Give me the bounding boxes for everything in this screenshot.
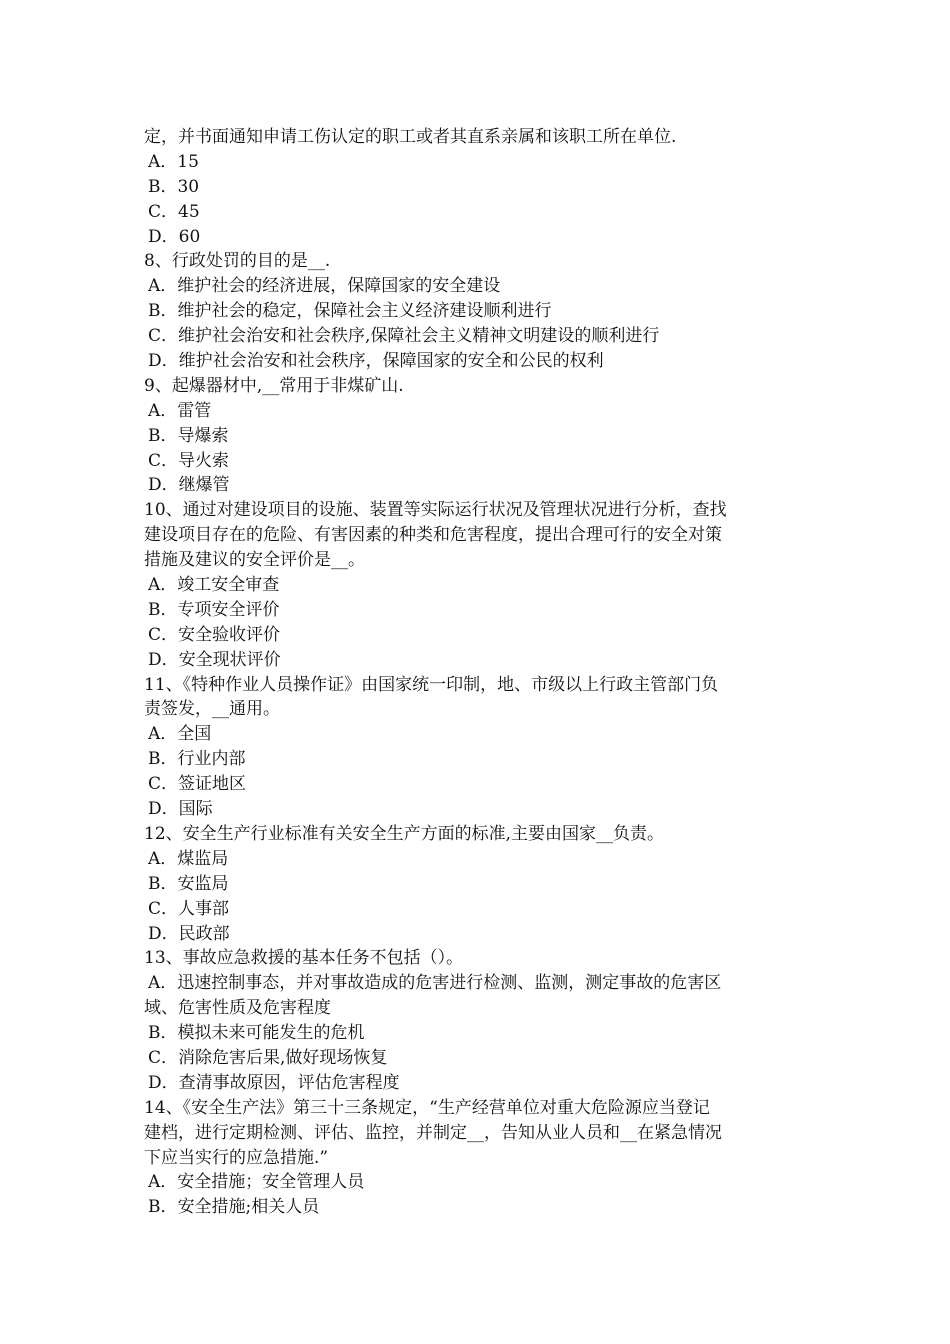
- option-line: B．导爆索: [148, 425, 229, 446]
- option-line: A．迅速控制事态，并对事故造成的危害进行检测、监测，测定事故的危害区: [148, 973, 722, 994]
- option-line: C．签证地区: [148, 774, 247, 795]
- option-line: C．消除危害后果,做好现场恢复: [148, 1047, 388, 1068]
- option-line: C．45: [148, 201, 200, 222]
- option-line: D．维护社会治安和社会秩序，保障国家的安全和公民的权利: [148, 351, 604, 372]
- question-line: 建设项目存在的危险、有害因素的种类和危害程度，提出合理可行的安全对策: [144, 525, 722, 546]
- option-line: A．15: [148, 151, 199, 172]
- option-line: B．专项安全评价: [148, 599, 280, 620]
- option-line: D．60: [148, 226, 201, 247]
- option-line: D．安全现状评价: [148, 649, 281, 670]
- question-line: 建档，进行定期检测、评估、监控，并制定__，告知从业人员和__在紧急情况: [144, 1122, 722, 1143]
- option-line: C．维护社会治安和社会秩序,保障社会主义精神文明建设的顺利进行: [148, 326, 660, 347]
- question-line: 措施及建议的安全评价是__。: [144, 550, 365, 571]
- option-continuation-line: 域、危害性质及危害程度: [144, 998, 331, 1019]
- option-line: B．模拟未来可能发生的危机: [148, 1023, 365, 1044]
- option-line: C．安全验收评价: [148, 624, 281, 645]
- option-line: B．维护社会的稳定，保障社会主义经济建设顺利进行: [148, 301, 552, 322]
- question-line: 12、安全生产行业标准有关安全生产方面的标准,主要由国家__负责。: [144, 823, 665, 844]
- question-line: 11、《特种作业人员操作证》由国家统一印制，地、市级以上行政主管部门负: [144, 674, 719, 695]
- question-line: 下应当实行的应急措施.”: [144, 1147, 329, 1168]
- option-line: D．民政部: [148, 923, 230, 944]
- option-line: B．安监局: [148, 873, 229, 894]
- option-line: D．继爆管: [148, 475, 230, 496]
- question-line: 9、起爆器材中,__常用于非煤矿山.: [144, 375, 404, 396]
- option-line: B．行业内部: [148, 749, 246, 770]
- option-line: A．全国: [148, 724, 212, 745]
- option-line: D．国际: [148, 799, 213, 820]
- option-line: B．30: [148, 176, 200, 197]
- option-line: A．维护社会的经济进展，保障国家的安全建设: [148, 276, 501, 297]
- option-line: A．安全措施；安全管理人员: [148, 1172, 365, 1193]
- text-line: 定，并书面通知申请工伤认定的职工或者其直系亲属和该职工所在单位.: [144, 127, 677, 147]
- document-body: [144, 125, 809, 1220]
- question-line: 10、通过对建设项目的设施、装置等实际运行状况及管理状况进行分析，查找: [144, 500, 727, 521]
- option-line: A．煤监局: [148, 848, 229, 869]
- question-line: 8、行政处罚的目的是__.: [144, 251, 331, 272]
- option-line: A．雷管: [148, 400, 212, 421]
- option-line: C．人事部: [148, 898, 230, 919]
- question-line: 责签发，__通用。: [144, 699, 280, 720]
- question-line: 14、《安全生产法》第三十三条规定，“生产经营单位对重大危险源应当登记: [144, 1097, 710, 1118]
- question-line: 13、事故应急救援的基本任务不包括（）。: [144, 948, 464, 969]
- option-line: C．导火索: [148, 450, 230, 471]
- option-line: A．竣工安全审查: [148, 575, 280, 596]
- option-line: B．安全措施;相关人员: [148, 1197, 320, 1218]
- option-line: D．查清事故原因，评估危害程度: [148, 1072, 400, 1093]
